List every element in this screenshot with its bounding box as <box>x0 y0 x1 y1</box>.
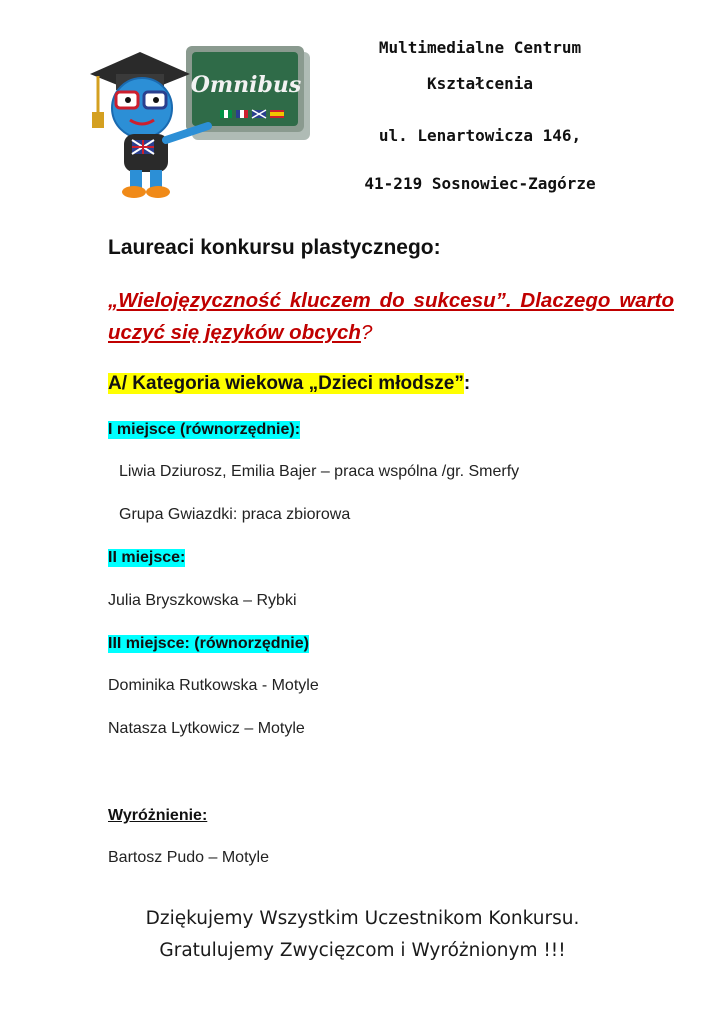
page-title: Laureaci konkursu plastycznego: <box>108 236 441 259</box>
first-place-entry-2: Grupa Gwiazdki: praca zbiorowa <box>119 506 351 523</box>
first-place-label: I miejsce (równorzędnie): <box>108 421 301 438</box>
age-category-label: A/ Kategoria wiekowa „Dzieci młodsze” <box>108 373 464 394</box>
postal-city: 41-219 Sosnowiec-Zagórze <box>364 174 596 193</box>
first-place-entry-1: Liwia Dziurosz, Emilia Bajer – praca wspólna /gr. Smerfy <box>119 463 520 480</box>
contest-title-text: „Wielojęzyczność kluczem do sukcesu”. Dlaczego warto uczyć się języków obcych <box>108 289 674 344</box>
age-category-colon: : <box>463 373 471 394</box>
honorable-mention-label: Wyróżnienie: <box>108 807 208 824</box>
omnibus-logo <box>80 22 310 202</box>
third-place-entry-1: Dominika Rutkowska - Motyle <box>108 677 319 694</box>
second-place-label: II miejsce: <box>108 549 186 566</box>
center-name-line-1: Multimedialne Centrum <box>378 38 582 57</box>
honorable-mention-entry-1: Bartosz Pudo – Motyle <box>108 849 269 866</box>
thanks-line-2: Gratulujemy Zwycięzcom i Wyróżnionym !!! <box>159 940 566 961</box>
contest-title <box>108 285 674 349</box>
age-category-heading <box>108 373 470 395</box>
logo-text: Omnibus <box>190 72 302 98</box>
contest-title-question-mark: ? <box>360 321 373 344</box>
third-place-label: III miejsce: (równorzędnie) <box>108 635 309 652</box>
center-name-line-2: Kształcenia <box>427 74 533 93</box>
center-address <box>320 30 640 202</box>
second-place-entry-1: Julia Bryszkowska – Rybki <box>108 592 297 609</box>
thanks-line-1: Dziękujemy Wszystkim Uczestnikom Konkursu. <box>145 908 580 929</box>
street-address: ul. Lenartowicza 146, <box>378 126 582 145</box>
third-place-entry-2: Natasza Lytkowicz – Motyle <box>108 720 305 737</box>
thanks-message <box>0 903 725 967</box>
